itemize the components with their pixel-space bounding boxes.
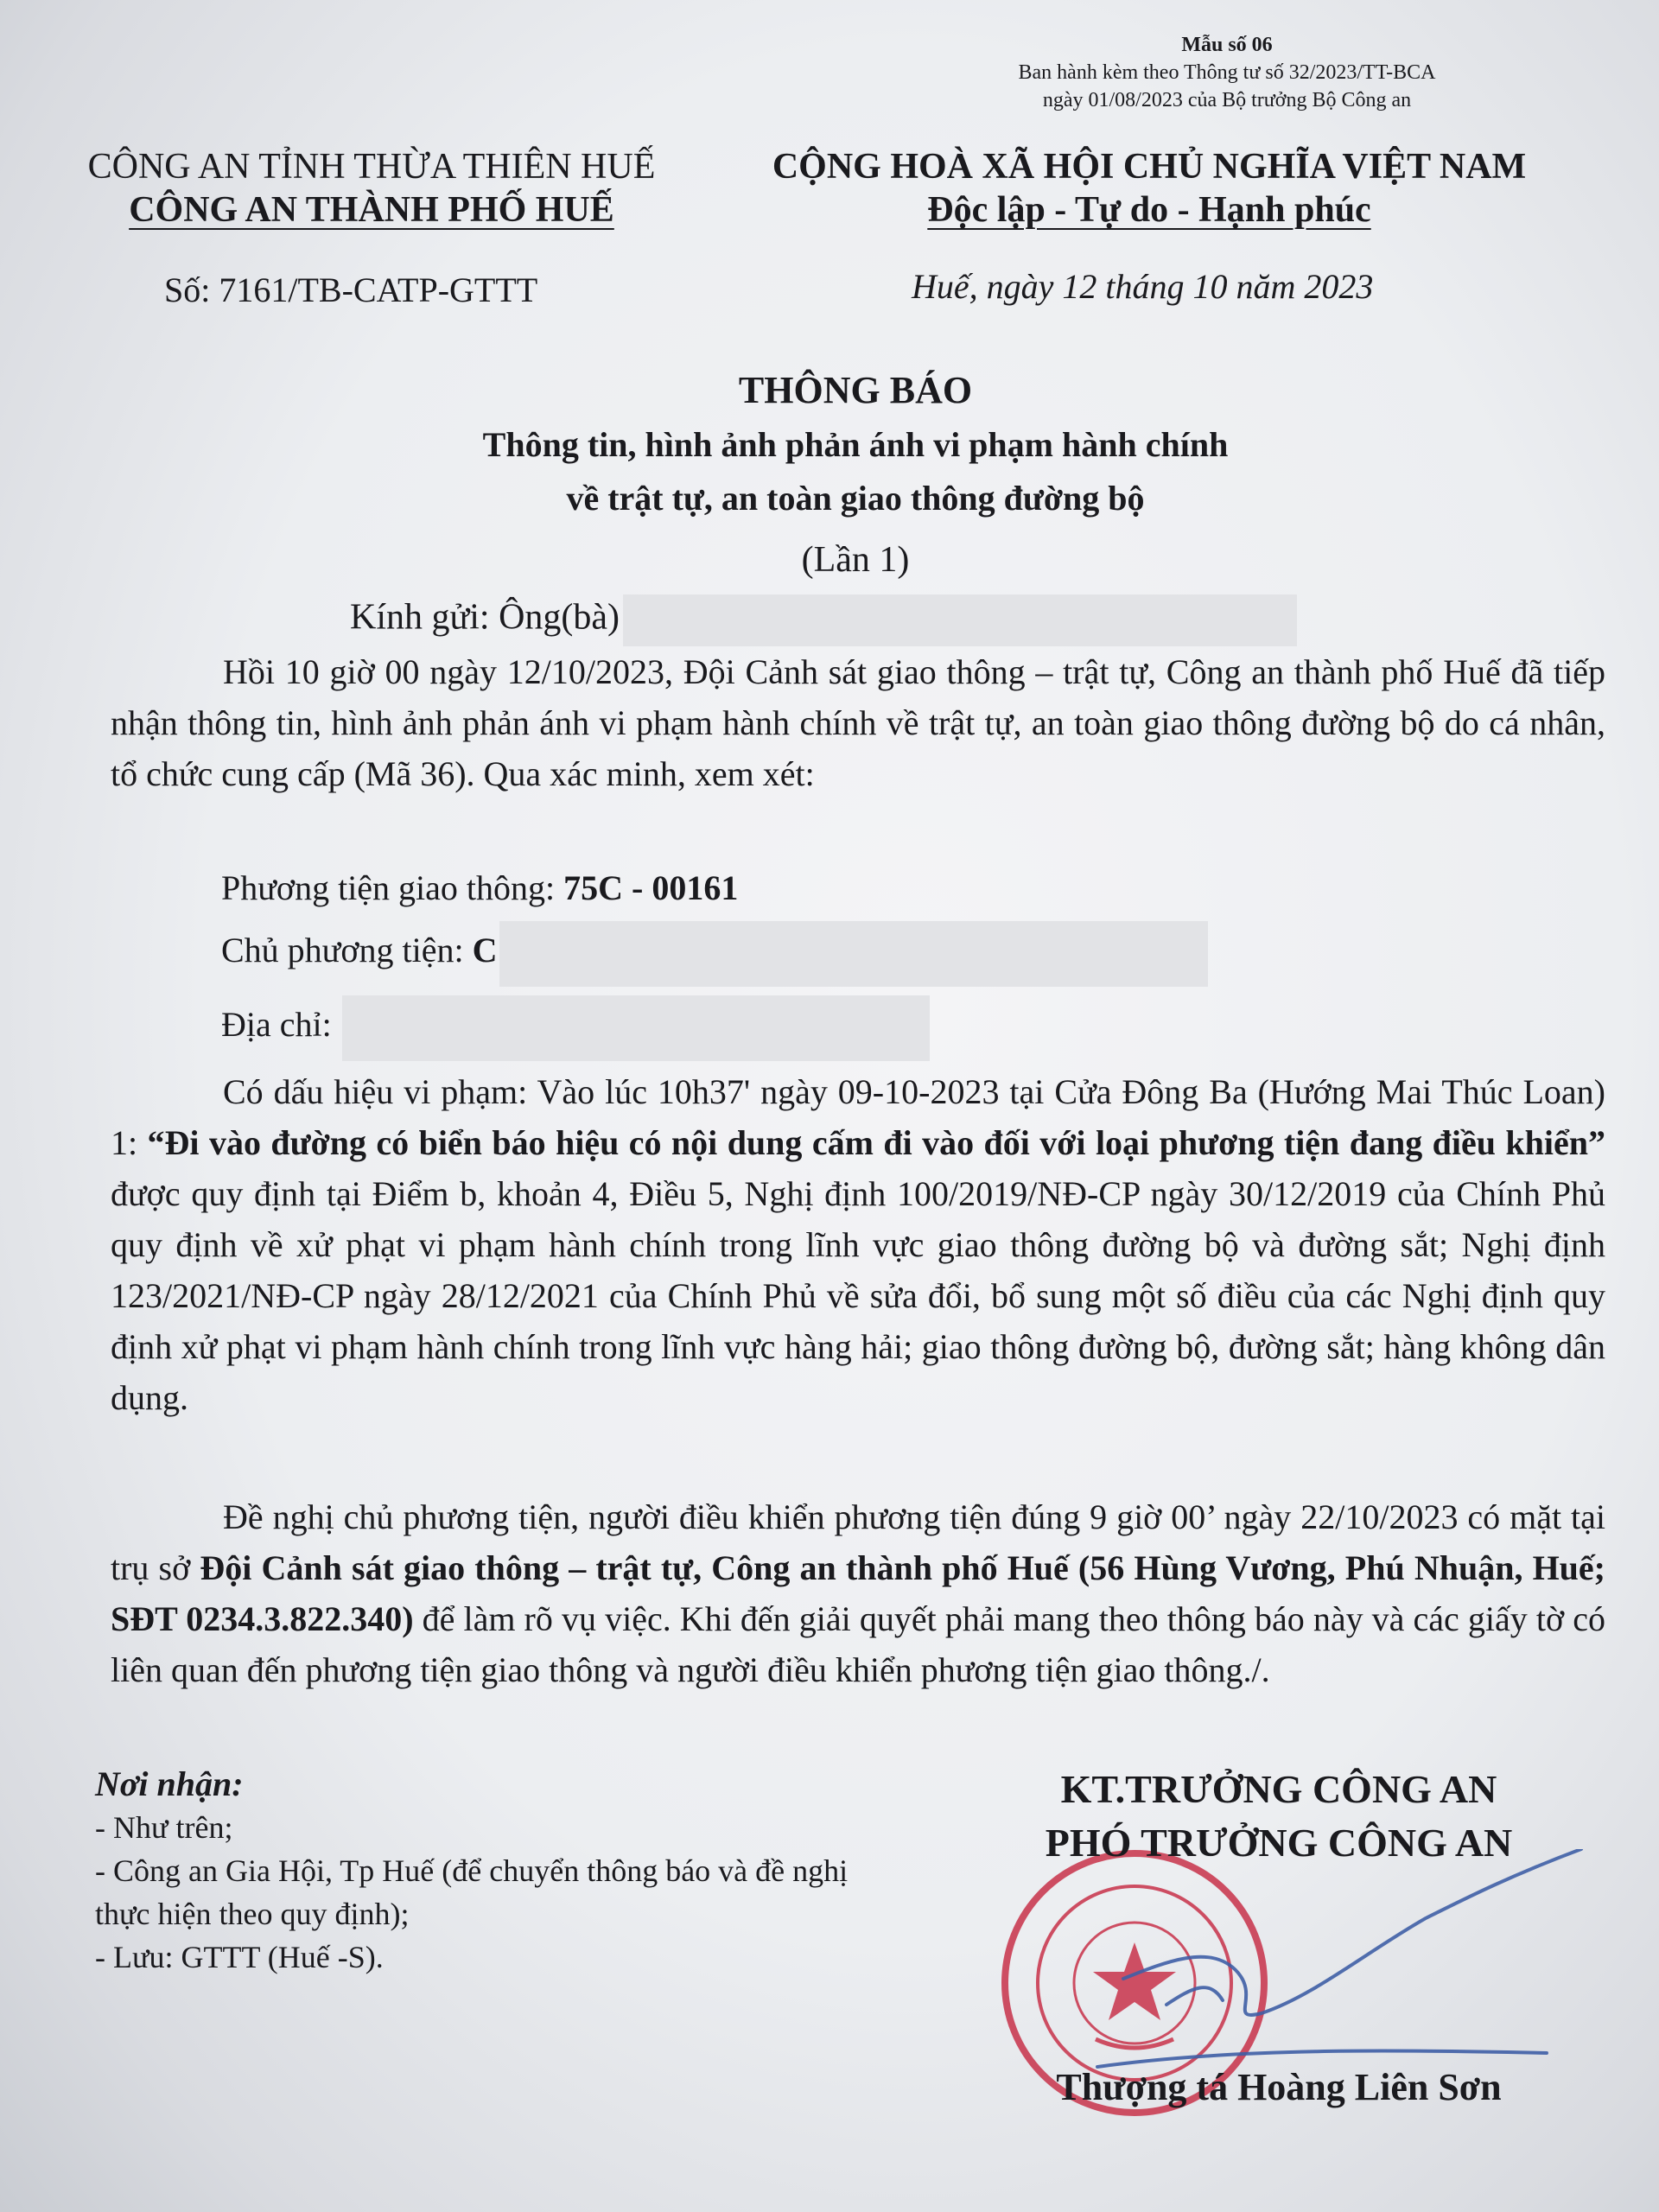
paragraph-receipt [111,646,1605,799]
violation-legal-basis: được quy định tại Điểm b, khoản 4, Điều 5, Nghị định 100/2019/NĐ-CP ngày 30/12/2019 của Chính Phủ quy định về xử phạt vi phạm hành chính trong lĩnh vực giao thông đường bộ và đường sắt; Nghị định 123/2021/NĐ-CP ngày 28/12/2021 của Chính Phủ về sửa đổi, bổ sung một số điều của các Nghị định quy định xử phạt vi phạm hành chính trong lĩnh vực hàng hải; giao thông đường bộ, đường sắt; hàng không dân dụng. [111,1174,1605,1417]
notice-round: (Lần 1) [801,540,910,580]
vehicle-label: Phương tiện giao thông: [221,868,564,907]
nation-name: CỘNG HOÀ XÃ HỘI CHỦ NGHĨA VIỆT NAM [772,147,1527,187]
request-part-2: để làm rõ vụ việc. Khi đến giải quyết phải mang theo thông báo này và các giấy tờ có liên quan đến phương tiện giao thông và người điều khiển phương tiện giao thông./. [111,1599,1605,1689]
document-number: Số: 7161/TB-CATP-GTTT [164,270,538,309]
violation-intro: Có dấu hiệu vi phạm: Vào lúc 10h37' ngày 09-10-2023 tại Cửa Đông Ba (Hướng Mai Thúc Loan) 1: [111,1072,1605,1162]
owner-initial: C [472,931,498,970]
address-label: Địa chỉ: [221,1005,340,1045]
document-title: THÔNG BÁO [738,369,973,411]
form-number: Mẫu số 06 [1181,34,1273,56]
receiver-item-2: - Công an Gia Hội, Tp Huế (để chuyển thông báo và đề nghị thực hiện theo quy định); [95,1853,849,1931]
recipient-line [350,594,1297,646]
request-text [111,1491,1605,1695]
address-redaction [342,995,930,1061]
form-issued-line-2: ngày 01/08/2023 của Bộ trưởng Bộ Công an [1042,89,1412,111]
form-issued-line-1: Ban hành kèm theo Thông tư số 32/2023/TT-BCA [1018,61,1436,84]
vehicle-plate: 75C - 00161 [563,868,739,907]
issuing-unit: CÔNG AN THÀNH PHỐ HUẾ [129,190,614,230]
national-motto: Độc lập - Tự do - Hạnh phúc [927,190,1371,230]
receivers-heading: Nơi nhận: [95,1764,244,1803]
document-date: Huế, ngày 12 tháng 10 năm 2023 [912,267,1374,306]
receivers-block [95,1763,890,1979]
recipient-label: Kính gửi: Ông(bà) [350,597,620,638]
signer-role-1: KT.TRƯỞNG CÔNG AN [1060,1767,1497,1811]
request-place: Đội Cảnh sát giao thông – trật tự, Công an thành phố Huế (56 Hùng Vương, Phú Nhuận, Huế; SĐT 0234.3.822.340) [111,1548,1605,1638]
national-header [734,145,1564,232]
owner-redaction [499,921,1208,987]
address-line [221,995,930,1061]
paragraph-violation [111,1066,1605,1423]
violation-text [111,1066,1605,1423]
signature-icon [1063,1849,1599,2074]
owner-line [221,921,1208,987]
receiver-item-1: - Như trên; [95,1810,233,1845]
signer-block [968,1763,1590,2108]
receipt-text: Hồi 10 giờ 00 ngày 12/10/2023, Đội Cảnh sát giao thông – trật tự, Công an thành phố Huế đã tiếp nhận thông tin, hình ảnh phản ánh vi phạm hành chính về trật tự, an toàn giao thông đường bộ do cá nhân, tổ chức cung cấp (Mã 36). Qua xác minh, xem xét: [111,652,1605,793]
document-subtitle-2: về trật tự, an toàn giao thông đường bộ [566,479,1145,518]
issuing-agency [60,145,683,232]
receiver-item-3: - Lưu: GTTT (Huế -S). [95,1940,384,1974]
paragraph-request [111,1491,1605,1695]
title-block [259,363,1452,591]
vehicle-line [221,868,738,908]
document-subtitle-1: Thông tin, hình ảnh phản ánh vi phạm hành chính [482,425,1229,464]
signer-name: Thượng tá Hoàng Liên Sơn [1056,2066,1502,2108]
violation-offense: “Đi vào đường có biển báo hiệu có nội dung cấm đi vào đối với loại phương tiện đang điều khiển” [147,1123,1605,1162]
owner-label: Chủ phương tiện: [221,931,473,970]
recipient-redaction [623,594,1297,646]
parent-agency: CÔNG AN TỈNH THỪA THIÊN HUẾ [87,147,656,187]
form-note [959,31,1495,114]
request-part-1: Đề nghị chủ phương tiện, người điều khiển phương tiện đúng 9 giờ 00’ ngày 22/10/2023 có mặt tại trụ sở [111,1497,1605,1587]
signer-role-2: PHÓ TRƯỞNG CÔNG AN [1045,1821,1513,1865]
